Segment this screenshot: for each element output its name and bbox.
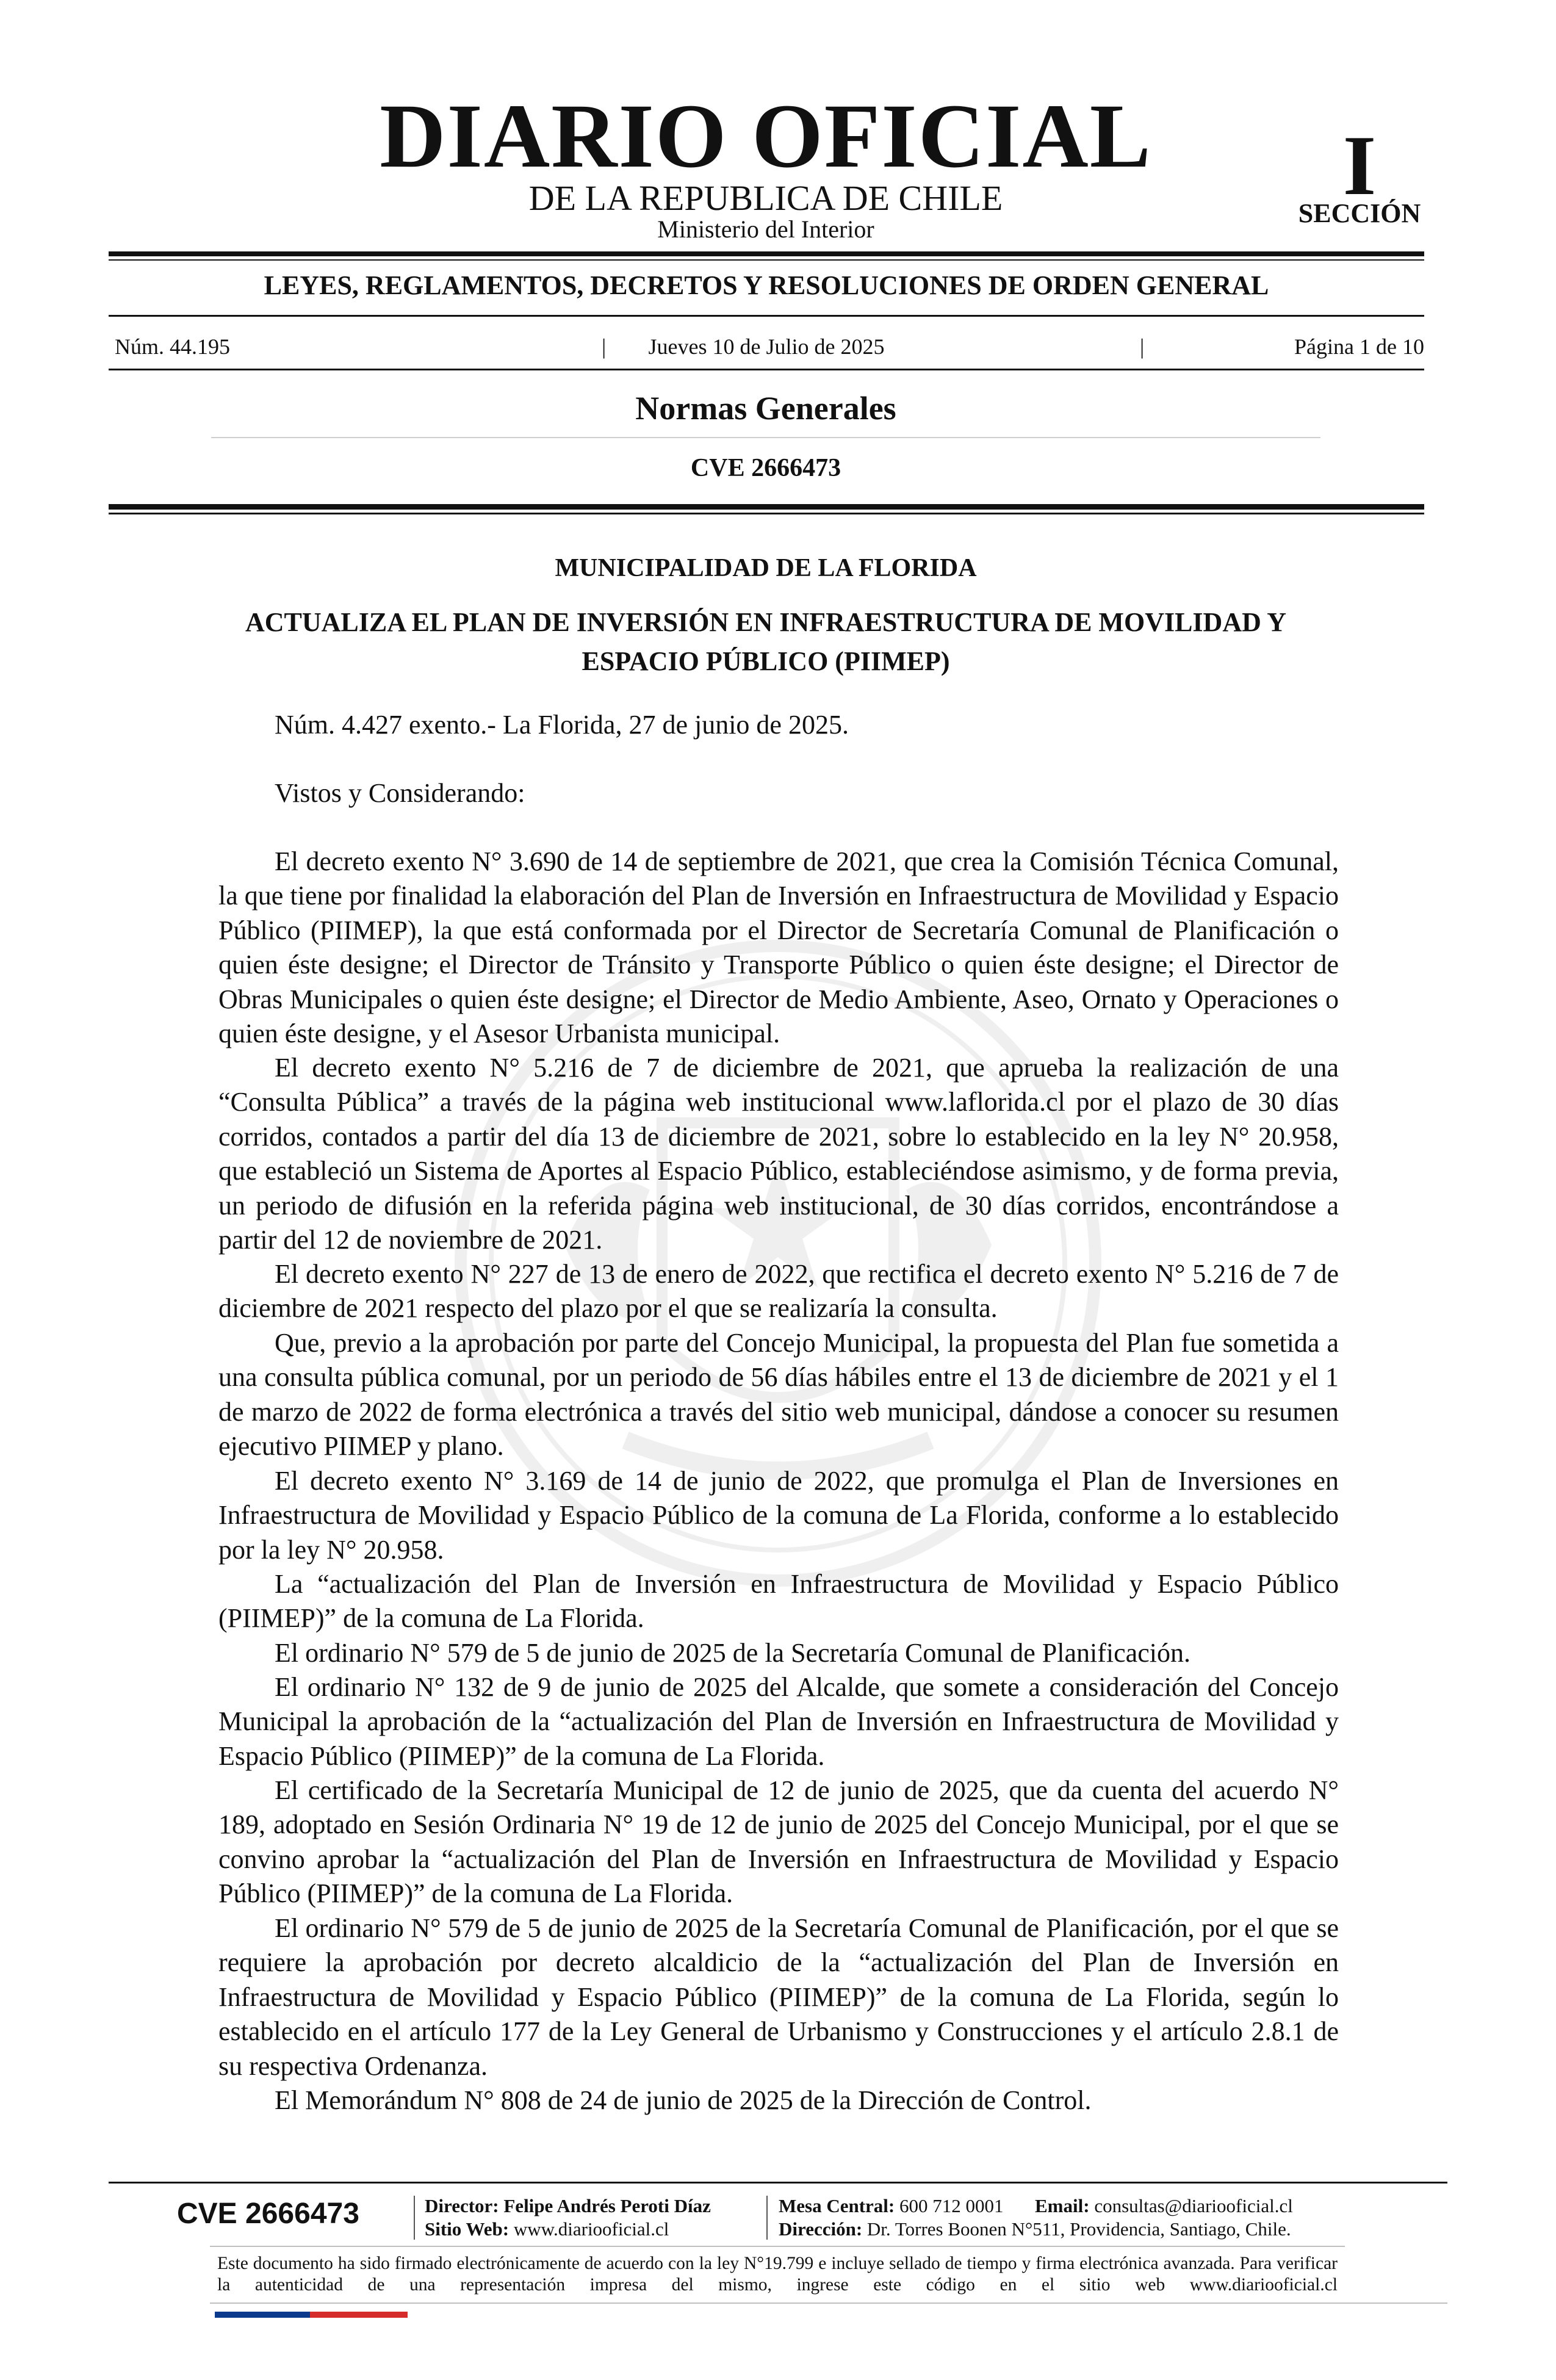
body-paragraph: Que, previo a la aprobación por parte del Concejo Municipal, la propuesta del Plan fue sometida a una consulta pública comunal, por un periodo de 56 días hábiles entre el 13 de diciembre de 2021 y el 1 de marzo de 2022 de forma electrónica a través del sitio web municipal, dándose a conocer su resumen ejecutivo PIIMEP y plano. xyxy=(218,1328,1339,1462)
section-title: Normas Generales xyxy=(635,390,896,427)
issue-info-row xyxy=(109,334,1424,359)
section-rule-thin xyxy=(109,513,1424,514)
phone-label: Mesa Central: xyxy=(779,2195,895,2216)
footer-rule-thin xyxy=(210,2246,1345,2247)
address-value: Dr. Torres Boonen N°511, Providencia, Santiago, Chile. xyxy=(866,2218,1291,2240)
masthead-title: DIARIO OFICIAL xyxy=(380,85,1152,187)
footer-director xyxy=(425,2194,711,2218)
footer-divider xyxy=(414,2196,415,2240)
body-paragraph: El ordinario N° 579 de 5 de junio de 2025 de la Secretaría Comunal de Planificación, por el que se requiere la aprobación por decreto alcaldicio de la “actualización del Plan de Inversión en Infraestructura de Movilidad y Espacio Público (PIIMEP)” de la comuna de La Florida, según lo establecido en el artículo 177 de la Ley General de Urbanismo y Construcciones y el artículo 2.8.1 de su respectiva Ordenanza. xyxy=(218,1913,1339,2081)
body-paragraph: El ordinario N° 132 de 9 de junio de 2025 del Alcalde, que somete a consideración del Concejo Municipal la aprobación de la “actualización del Plan de Inversión en Infraestructura de Movilidad y Espacio Público (PIIMEP)” de la comuna de La Florida. xyxy=(218,1672,1339,1771)
body-paragraph: La “actualización del Plan de Inversión en Infraestructura de Movilidad y Espacio Público (PIIMEP)” de la comuna de La Florida. xyxy=(218,1569,1339,1634)
header-rule xyxy=(109,251,1424,256)
footer-rule xyxy=(109,2182,1447,2183)
footer-website xyxy=(425,2218,669,2241)
email-label: Email: xyxy=(1035,2195,1090,2216)
category-rule xyxy=(109,315,1424,317)
section-number: I xyxy=(1342,118,1377,213)
issue-separator: | xyxy=(1140,334,1145,359)
category-heading: LEYES, REGLAMENTOS, DECRETOS Y RESOLUCIONES DE ORDEN GENERAL xyxy=(264,270,1269,300)
body-paragraph: El decreto exento N° 3.690 de 14 de septiembre de 2021, que crea la Comisión Técnica Comunal, la que tiene por finalidad la elaboración del Plan de Inversión en Infraestructura de Movilidad y Espacio Público (PIIMEP), la que está conformada por el Director de Secretaría Comunal de Planificación o quien éste designe; el Director de Tránsito y Transporte Público o quien éste designe; el Director de Obras Municipales o quien éste designe; el Director de Medio Ambiente, Aseo, Ornato y Operaciones o quien éste designe, y el Asesor Urbanista municipal. xyxy=(218,846,1339,1049)
footer-address xyxy=(779,2218,1291,2241)
body-paragraph: El ordinario N° 579 de 5 de junio de 2025 de la Secretaría Comunal de Planificación. xyxy=(275,1638,1190,1668)
phone-value: 600 712 0001 xyxy=(899,2195,1004,2216)
issuer-heading: MUNICIPALIDAD DE LA FLORIDA xyxy=(555,554,977,582)
body-paragraph: El decreto exento N° 3.169 de 14 de junio de 2022, que promulga el Plan de Inversiones en Infraestructura de Movilidad y Espacio Público de la comuna de La Florida, conforme a lo establecido por la ley N° 20.958. xyxy=(218,1466,1339,1565)
address-label: Dirección: xyxy=(779,2218,863,2240)
body-paragraph: El decreto exento N° 5.216 de 7 de diciembre de 2021, que aprueba la realización de una “Consulta Pública” a través de la página web institucional www.laflorida.cl por el plazo de 30 días corridos, contados a partir del día 13 de diciembre de 2021, sobre lo establecido en la ley N° 20.958, que estableció un Sistema de Aportes al Espacio Público, estableciéndose asimismo, y de forma previa, un periodo de difusión en la referida página web institucional, de 30 días corridos, encontrándose a partir del 12 de noviembre de 2021. xyxy=(218,1053,1339,1255)
issue-separator: | xyxy=(602,334,607,359)
footer-rule-bottom xyxy=(210,2302,1447,2304)
issue-number: Núm. 44.195 xyxy=(115,334,230,359)
email-link[interactable]: consultas@diariooficial.cl xyxy=(1094,2195,1293,2216)
section-rule xyxy=(109,504,1424,510)
website-link[interactable]: www.diariooficial.cl xyxy=(513,2218,669,2240)
masthead-ministry: Ministerio del Interior xyxy=(657,215,874,243)
flag-stripe-red xyxy=(310,2312,408,2318)
document-title: ACTUALIZA EL PLAN DE INVERSIÓN EN INFRAESTRUCTURA DE MOVILIDAD Y ESPACIO PÚBLICO (PIIMEP) xyxy=(245,607,1287,676)
website-label: Sitio Web: xyxy=(425,2218,510,2240)
vistos-heading: Vistos y Considerando: xyxy=(275,778,525,808)
masthead-subtitle: DE LA REPUBLICA DE CHILE xyxy=(528,178,1003,218)
section-divider xyxy=(211,437,1320,438)
decree-number: Núm. 4.427 exento.- La Florida, 27 de junio de 2025. xyxy=(275,710,849,740)
footer-legal-notice: Este documento ha sido firmado electrónicamente de acuerdo con la ley N°19.799 e incluye sellado de tiempo y firma electrónica avanzada. Para verificar la autenticidad de una representación impresa del mismo, ingrese este código en el sitio web www.diariooficial.cl xyxy=(217,2254,1338,2295)
footer-divider xyxy=(766,2196,768,2240)
cve-code: CVE 2666473 xyxy=(690,454,841,482)
footer-contact xyxy=(779,2194,1293,2218)
director-name: Felipe Andrés Peroti Díaz xyxy=(503,2195,711,2216)
issue-rule xyxy=(109,369,1424,370)
issue-date: Jueves 10 de Julio de 2025 xyxy=(648,334,885,359)
flag-stripe-blue xyxy=(215,2312,310,2318)
body-paragraph: El decreto exento N° 227 de 13 de enero de 2022, que rectifica el decreto exento N° 5.216 de 7 de diciembre de 2021 respecto del plazo por el que se realizaría la consulta. xyxy=(218,1259,1339,1324)
section-label: SECCIÓN xyxy=(1298,198,1421,228)
body-paragraph: El certificado de la Secretaría Municipal de 12 de junio de 2025, que da cuenta del acuerdo N° 189, adoptado en Sesión Ordinaria N° 19 de 12 de junio de 2025 del Concejo Municipal, por el que se convino aprobar la “actualización del Plan de Inversión en Infraestructura de Movilidad y Espacio Público (PIIMEP)” de la comuna de La Florida. xyxy=(218,1775,1339,1909)
footer-cve-code: CVE 2666473 xyxy=(177,2198,359,2230)
body-paragraph: El Memorándum N° 808 de 24 de junio de 2025 de la Dirección de Control. xyxy=(275,2085,1092,2115)
page-indicator: Página 1 de 10 xyxy=(1294,334,1424,359)
director-label: Director: xyxy=(425,2195,499,2216)
header-rule-thin xyxy=(109,259,1424,261)
